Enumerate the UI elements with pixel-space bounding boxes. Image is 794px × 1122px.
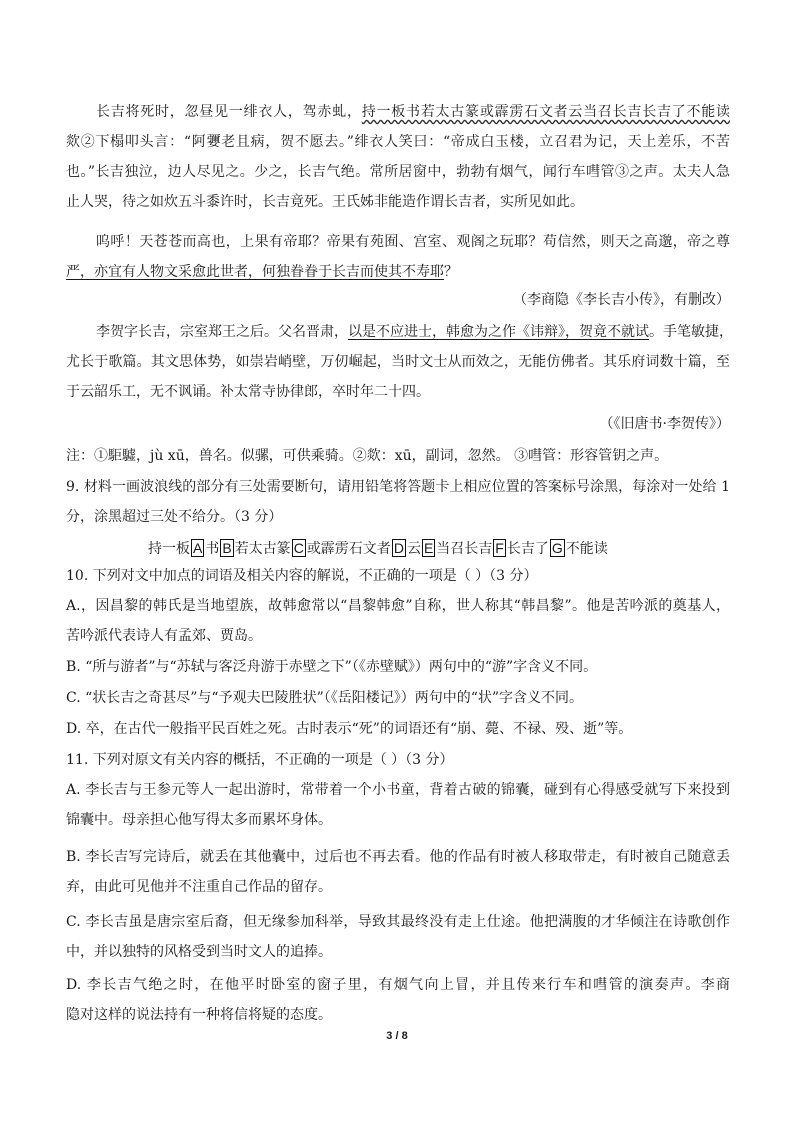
segment: 若太古篆 [234,541,291,557]
q11-stem: 11. 下列对原文有关内容的概括，不正确的一项是（ ）（3 分） [66,752,454,768]
passage1-source: （李商隐《李长吉小传》，有删改） [513,292,730,308]
segment: 或霹雳石文者 [306,541,391,557]
text: 。手笔敏捷， [649,324,733,340]
passage1-p2-line2 [66,262,730,282]
q10-option-a-line2: 苦吟派代表诗人有孟郊、贾岛。 [66,628,262,644]
passage1-line3: 也。”长吉独泣，边人尽见之。少之，长吉气绝。常所居窗中，勃勃有烟气，闻行车嘒管③之声。太夫人急 [66,164,730,180]
wavy-underlined-text: 持一板书若太古篆或霹雳石文者云当召长吉长吉了不能读 [361,104,731,120]
q11-option-d-line1: D. 李长吉气绝之时，在他平时卧室的窗子里，有烟气向上冒，并且传来行车和嘒管的演奏声。李商 [66,977,730,993]
q10-option-b: B. “所与游者”与“苏轼与客泛舟游于赤壁之下”（《赤壁赋》）两句中的“游”字含义不同。 [66,659,598,675]
q10-option-c: C. “状长吉之奇甚尽”与“予观夫巴陵胜状”（《岳阳楼记》）两句中的“状”字含义不同。 [66,690,584,706]
q11-option-b-line1: B. 李长吉写完诗后，就丢在其他囊中，过后也不再去看。他的作品有时被人移取带走，有时被自己随意丢 [66,849,730,865]
segment: 云 [406,541,421,557]
notes: 注：①駏驉，jù xū，兽名。似骡，可供乘骑。②欻：xū，副词，忽然。 ③嘒管：形容管钥之声。 [66,448,669,464]
segment: 书 [205,541,220,557]
passage2-source: （《旧唐书·李贺传》） [599,416,730,432]
q11-option-a-line1: A. 李长吉与王参元等人一起出游时，常带着一个小书童，背着古破的锦囊，碰到有心得感受就写下来投到 [66,782,730,798]
passage2-line3: 于云韶乐工，无不讽诵。补太常寺协律郎，卒时年二十四。 [66,384,430,400]
q10-option-d: D. 卒，在古代一般指平民百姓之死。古时表示“死”的词语还有“崩、薨、不禄、殁、逝”等。 [66,721,633,737]
passage2-line2: 尤长于歌篇。其文思体势，如崇岩峭壁，万仞崛起，当时文士从而效之，无能仿佛者。其乐府词数十篇，至 [66,354,730,370]
mark-box[interactable]: C [293,540,304,556]
mark-box[interactable]: D [393,540,404,556]
page-number: 3 / 8 [386,1030,408,1042]
underlined-text: 严，亦宜有人物文采愈此世者，何独眷眷于长吉而使其不寿耶 [66,264,444,280]
q10-option-a-line1: A.，因昌黎的韩氏是当地望族，故韩愈常以“昌黎韩愈”自称，世人称其“韩昌黎”。他是苦吟派的奠基人， [66,598,730,614]
q9-segmented-sentence [148,539,708,559]
q9-stem-line1: 9. 材料一画波浪线的部分有三处需要断句，请用铅笔将答题卡上相应位置的答案标号涂黑，每涂对一处给 1 [66,479,730,495]
mark-box[interactable]: G [551,540,563,556]
text: 李贺字长吉，宗室郑王之后。父名晋肃， [96,324,348,340]
mark-box[interactable]: F [495,540,504,556]
q11-option-b-line2: 弃，由此可见他并不注重自己作品的留存。 [66,879,332,895]
underlined-text: 以是不应进士，韩愈为之作《讳辩》，贺竟不就试 [348,324,649,340]
q10-stem: 10. 下列对文中加点的词语及相关内容的解说，不正确的一项是（ ）（3 分） [66,568,538,584]
segment: 不能读 [565,541,608,557]
q9-stem-line2: 分，涂黑超过三处不给分。（3 分） [66,509,283,525]
q11-option-d-line2: 隐对这样的说法持有一种将信将疑的态度。 [66,1007,332,1023]
passage1-p2-line1: 呜呼！天苍苍而高也，上果有帝耶？帝果有苑囿、宫室、观阁之玩耶？苟信然，则天之高邈，帝之尊 [96,234,730,250]
mark-box[interactable]: E [423,540,434,556]
segment: 持一板 [148,541,190,557]
text: ？ [444,264,458,280]
q11-option-c-line1: C. 李长吉虽是唐宗室后裔，但无缘参加科举，导致其最终没有走上仕途。他把满腹的才华倾注在诗歌创作 [66,914,730,930]
mark-box[interactable]: B [222,540,232,556]
passage1-line1 [96,102,730,122]
passage1-line4: 止人哭，待之如炊五斗黍许时，长吉竟死。王氏姊非能造作谓长吉者，实所见如此。 [66,194,584,210]
q11-option-c-line2: 中，并以独特的风格受到当时文人的追捧。 [66,944,332,960]
mark-box[interactable]: A [193,540,203,556]
segment: 长吉了 [506,541,549,557]
passage1-line2: 欻②下榻叩头言：“阿㜷老且病，贺不愿去。”绯衣人笑曰：“帝成白玉楼，立召君为记，天上差乐，不苦 [66,134,730,150]
q11-option-a-line2: 锦囊中。母亲担心他写得太多而累坏身体。 [66,812,332,828]
passage2-line1 [96,322,733,342]
segment: 当召长吉 [436,541,493,557]
text: 长吉将死时，忽昼见一绯衣人，驾赤虬， [96,104,362,120]
